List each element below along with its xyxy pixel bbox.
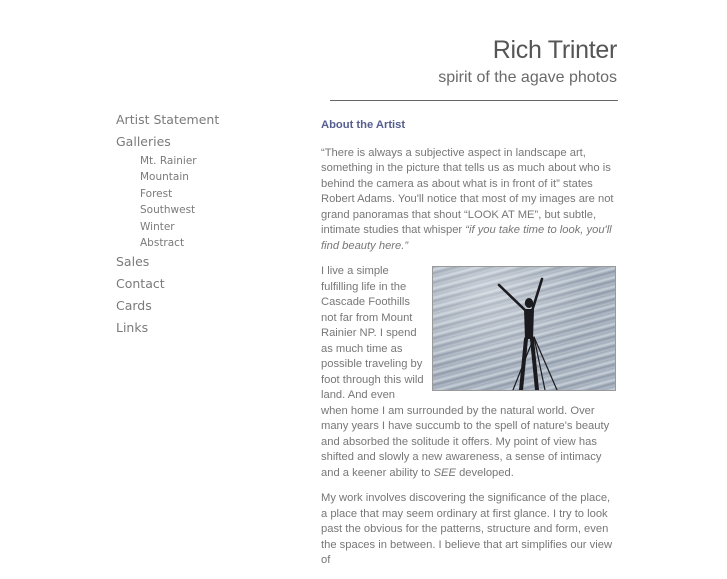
nav-gallery-winter[interactable]: Winter bbox=[140, 220, 175, 233]
artist-silhouette-photo bbox=[432, 266, 616, 391]
intro-text: “There is always a subjective aspect in landscape art, something in the picture that tells us as much about who is behind the camera as about what is in front of it” states Robert Adams. You'll notice that most of my images are not grand panoramas that shout “LOOK AT ME”, but subtle, intimate studies that whisper bbox=[321, 146, 614, 236]
life-text-end: developed. bbox=[455, 466, 514, 479]
header-divider bbox=[330, 100, 618, 101]
nav-gallery-southwest[interactable]: Southwest bbox=[140, 204, 196, 217]
life-text: I live a simple fulfilling life in the Cascade Foothills not far from Mount Rainier NP. I spend as much time as possible traveling by foot through this wild land. And even when home I am surrounded by the natural world. Over many years I have succumb to the spell of nature's beauty and absorbed the solitude it offers. My point of view has shifted and slowly a new awareness, a sense of intimacy and a keener ability to bbox=[321, 265, 610, 479]
page-heading: About the Artist bbox=[321, 119, 406, 131]
intro-paragraph bbox=[321, 146, 619, 255]
nav-artist-statement[interactable]: Artist Statement bbox=[116, 112, 220, 127]
main-content bbox=[321, 118, 619, 579]
silhouette-figure bbox=[433, 267, 615, 390]
work-paragraph: My work involves discovering the significance of the place, a place that may seem ordinary at first glance. I try to look past the obvious for the patterns, structure and form, even the spaces in between. I believe that art simplifies our view of bbox=[321, 492, 613, 566]
nav-contact[interactable]: Contact bbox=[116, 276, 165, 292]
nav-sales[interactable]: Sales bbox=[116, 254, 150, 270]
nav-gallery-forest[interactable]: Forest bbox=[140, 187, 173, 200]
site-title: Rich Trinter bbox=[492, 36, 617, 64]
see-emphasis: SEE bbox=[433, 466, 456, 479]
nav-gallery-mountain[interactable]: Mountain bbox=[140, 171, 189, 184]
nav-galleries[interactable]: Galleries bbox=[116, 134, 171, 149]
nav-gallery-abstract[interactable]: Abstract bbox=[140, 237, 185, 250]
life-paragraph bbox=[321, 264, 619, 481]
main-nav bbox=[116, 109, 219, 339]
nav-gallery-mt-rainier[interactable]: Mt. Rainier bbox=[140, 155, 197, 167]
nav-links[interactable]: Links bbox=[116, 320, 149, 336]
galleries-submenu bbox=[116, 153, 219, 251]
site-tagline: spirit of the agave photos bbox=[438, 69, 617, 86]
nav-cards[interactable]: Cards bbox=[116, 298, 152, 314]
intro-quote: “if you take time to look, you'll find beauty here.” bbox=[321, 224, 612, 252]
